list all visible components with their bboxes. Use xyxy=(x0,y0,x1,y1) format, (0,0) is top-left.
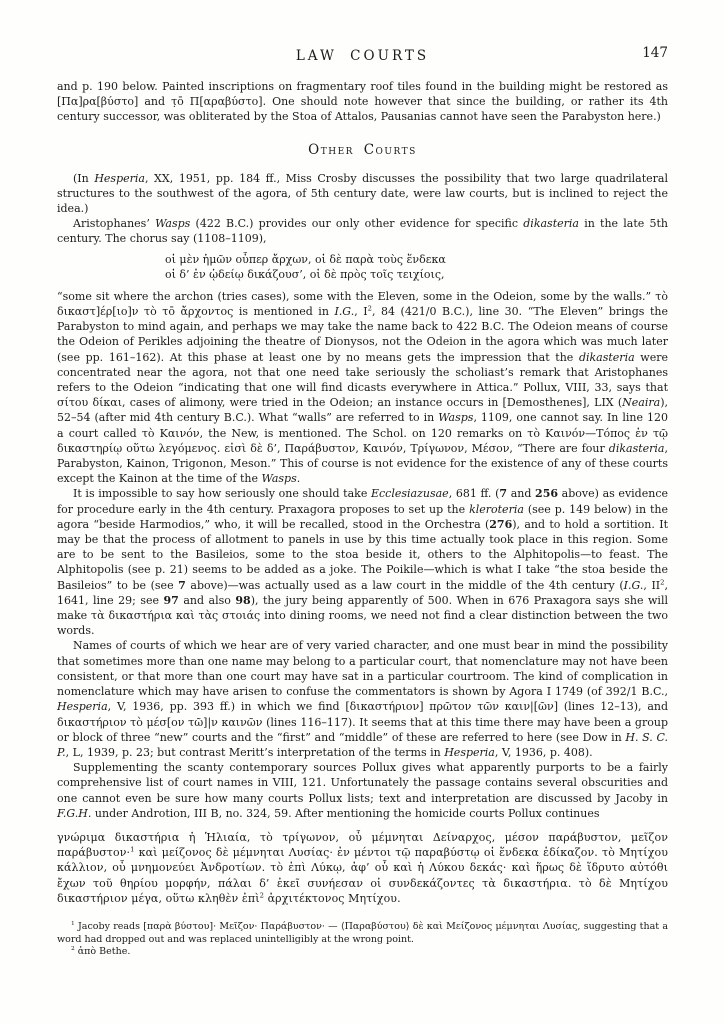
paragraph-wasps-intro: Aristophanes’ Wasps (422 B.C.) provides our only other evidence for specific dikasteria in the late 5th century. The chorus say (1108–1109), xyxy=(57,217,668,246)
paragraph-crosby: (In Hesperia, XX, 1951, pp. 184 ff., Miss Crosby discusses the possibility that two large quadrilateral structures to the southwest of the agora, of 5th century date, were law courts, but is inclined to reject the idea.) xyxy=(57,171,668,216)
paragraph-parabyston-note: and p. 190 below. Painted inscriptions on fragmentary roof tiles found in the building might be restored as [Πα]ρα[βύστο] and τ̣ō Π[αραβύστο]. One should note however that since the building, or rather its 4th century successor, was obliterated by the Stoa of Attalos, Pausanias cannot have seen the Parabyston here.) xyxy=(57,80,668,124)
paragraph-pollux-greek: γνώριμα δικαστήρια ἡ Ἡλιαία, τὸ τρίγωνον, οὗ μέμνηται Δείναρχος, μέσον παράβυστον, μεῖζον παράβυστον·$^1$ καὶ μείζονος δὲ μέμνηται Λυσίας· ἐν μέντοι τῷ παραβύστῳ οἱ ἕνδεκα ἐδίκαζον. τὸ Μητίχου κάλλιον, οὗ μνημονεύει Ἀνδροτίων. τὸ ἐπὶ Λύκῳ, ἀφ’ οὗ καὶ ἡ Λύκου δεκάς· καὶ ἥρως δὲ ἵδρυτο αὐτόθι ἔχων τοῦ θηρίου μορφήν, πάλαι δ’ ἐκεῖ συνήεσαν οἱ συνδεκάζοντες τὰ δικαστήρια. τὸ δὲ Μητίχου δικαστήριον μέγα, οὕτω κληθὲν ἐπὶ$^2$ ἀρχιτέκτονος Μητίχου. xyxy=(57,830,668,905)
footnote-1: $^1$ Jacoby reads [παρὰ βύστου]· Μεῖζον· Παράβυστον· — ⟨Παραβύστου⟩ δὲ καὶ Μείζονος μέμνηται Λυσίας, suggesting that a word had dropped out and was replaced unintelligibly at the wrong point. xyxy=(57,920,668,945)
running-title: LAW COURTS xyxy=(295,48,430,64)
paragraph-odeion-discussion: “some sit where the archon (tries cases), some with the Eleven, some in the Odeion, some by the walls.” τὸ δικαστ]έρ[ιο]ν τὸ τō ἄρχοντος is mentioned in I.G., $I^2$, 84 (421/0 B.C.), line 30. “The Eleven” brings the Parabyston to mind again, and perhaps we may take the name back to 422 B.C. The Odeion means of course the Odeion of Perikles adjoining the theatre of Dionysos, not the Odeion in the agora which was much later (see pp. 161–162). At this phase at least one by no means gets the impression that the dikasteria were concentrated near the agora, not that one need take seriously the scholiast’s remark that Aristophanes refers to the Odeion “indicating that one will find dicasts everywhere in Attica.” Pollux, VIII, 33, says that σίτου δίκαι, cases of alimony, were tried in the Odeion; an instance occurs in [Demosthenes], LIX (Neaira), 52–54 (after mid 4th century B.C.). What “walls” are referred to in Wasps, 1109, one cannot say. In line 120 a court called τὸ Καινόν, the New, is mentioned. The Schol. on 120 remarks on τὸ Καινόν—Τόπος ἐν τῷ δικαστηρίῳ οὕτω λεγόμενος. εἰσὶ δὲ δ’, Παράβυστον, Καινόν, Τρίγωνον, Μέσον, “There are four dikasteria, Parabyston, Kainon, Trigonon, Meson.” This of course is not evidence for the existence of any of these courts except the Kainon at the time of the Wasps. xyxy=(57,289,668,486)
quote-line: οἱ μὲν ἡμῶν οὗπερ ἄρχων, οἱ δὲ παρὰ τοὺς ἕνδεκα xyxy=(165,252,446,266)
footnotes xyxy=(57,921,668,959)
paragraph-court-names: Names of courts of which we hear are of very varied character, and one must bear in mind the possibility that sometimes more than one name may belong to a particular court, that nomenclature may not have been consistent, or that more than one court may have sat in a particular courtroom. The kind of complication in nomenclature which may have arisen to confuse the commentators is shown by Agora I 1749 (of 392/1 B.C., Hesperia, V, 1936, pp. 393 ff.) in which we find [δικαστήριον] πρῶτον τῶν καιν|[ῶν] (lines 12–13), and δικαστήριον τὸ μέσ[ον τῶ]|ν καινῶν (lines 116–117). It seems that at this time there may have been a group or block of three “new” courts and the “first” and “middle” of these are referred to here (see Dow in H. S. C. P., L, 1939, p. 23; but contrast Meritt’s interpretation of the terms in Hesperia, V, 1936, p. 408). xyxy=(57,639,668,759)
quote-line: οἱ δ’ ἐν ᾠδείῳ δικάζουσ’, οἱ δὲ πρὸς τοῖς τειχίοις, xyxy=(165,268,445,282)
section-heading-other-courts: Other Courts xyxy=(308,141,417,158)
greek-verse-quote xyxy=(165,252,668,283)
footnote-2: $^2$ ἀπὸ Bethe. xyxy=(71,945,131,958)
page-number: 147 xyxy=(642,45,668,61)
page-header xyxy=(57,45,668,64)
paragraph-ecclesiazusae: It is impossible to say how seriously one should take Ecclesiazusae, 681 ff. (7 and 256 above) as evidence for procedure early in the 4th century. Praxagora proposes to set up the kleroteria (see p. 149 below) in the agora “beside Harmodios,” who, it will be recalled, stood in the Orchestra (276), and to hold a sortition. It may be that the process of allotment to panels in use by this time actually took place in this region. Some are to be sent to the Basileios, some to the stoa beside it, others to the Alphitopolis—to feast. The Alphitopolis (see p. 21) seems to be added as a joke. The Poikile—which is what I take “the stoa beside the Basileios” to be (see 7 above)—was actually used as a law court in the middle of the 4th century (I.G., $II^2$, 1641, line 29; see 97 and also 98), the jury being apparently of 500. When in 676 Praxagora says she will make τὰ δικαστήρια καὶ τὰς στοιάς into dining rooms, we need not find a clear distinction between the two words. xyxy=(57,487,668,638)
paragraph-pollux: Supplementing the scanty contemporary sources Pollux gives what apparently purports to be a fairly comprehensive list of court names in VIII, 121. Unfortunately the passage contains several obscurities and one cannot even be sure how many courts Pollux lists; text and interpretation are discussed by Jacoby in F.G.H. under Androtion, III B, no. 324, 59. After mentioning the homicide courts Pollux continues xyxy=(57,761,668,820)
